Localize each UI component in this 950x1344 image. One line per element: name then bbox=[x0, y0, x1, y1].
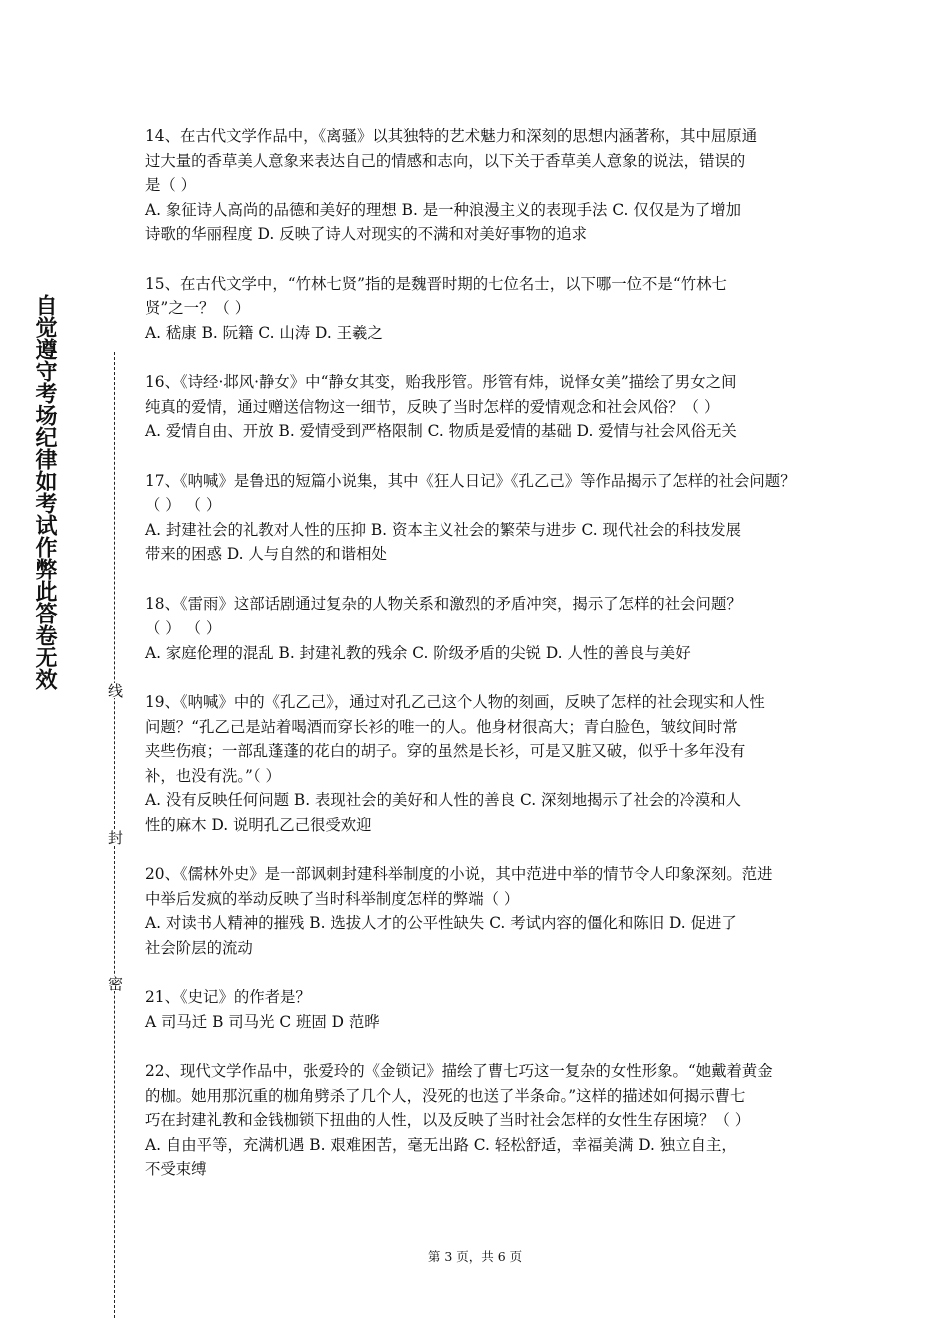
question-14-line: A. 象征诗人高尚的品德和美好的理想 B. 是一种浪漫主义的表现手法 C. 仅仅是为了增加 bbox=[145, 200, 742, 219]
question-18-line: 18、《雷雨》这部话剧通过复杂的人物关系和激烈的矛盾冲突，揭示了怎样的社会问题？ bbox=[145, 594, 742, 613]
question-17-line: 带来的困惑 D. 人与自然的和谐相处 bbox=[145, 545, 387, 563]
question-15-line: 贤”之一？（ ） bbox=[145, 299, 251, 317]
question-21-line: 21、《史记》的作者是？ bbox=[145, 988, 311, 1006]
cut-label-line: 线 bbox=[106, 683, 124, 698]
question-20-line: A. 对读书人精神的摧残 B. 选拔人才的公平性缺失 C. 考试内容的僵化和陈旧 D. 促进了 bbox=[145, 914, 737, 932]
question-15-line: A. 嵇康 B. 阮籍 C. 山涛 D. 王羲之 bbox=[145, 323, 383, 342]
cut-label-seal: 封 bbox=[106, 830, 124, 845]
question-22-line: 的枷。她用那沉重的枷角劈杀了几个人，没死的也送了半条命。”这样的描述如何揭示曹七 bbox=[145, 1086, 746, 1105]
question-17-line: （ ） （ ） bbox=[145, 496, 222, 514]
question-19-line: 19、《呐喊》中的《孔乙己》，通过对孔乙己这个人物的刻画，反映了怎样的社会现实和人性 bbox=[145, 693, 765, 711]
question-19-line: 补，也没有洗。”（ ） bbox=[145, 766, 281, 785]
question-16-line: 16、《诗经·邶风·静女》中“静女其变，贻我彤管。彤管有炜，说怿女美”描绘了男女之间 bbox=[145, 373, 737, 391]
question-14-line: 14、在古代文学作品中，《离骚》以其独特的艺术魅力和深刻的思想内涵著称，其中屈原通 bbox=[145, 127, 758, 145]
question-22-line: 巧在封建礼教和金钱枷锁下扭曲的人性，以及反映了当时社会怎样的女性生存困境？（ ） bbox=[145, 1111, 751, 1129]
question-18 bbox=[145, 592, 813, 666]
question-14 bbox=[145, 124, 813, 247]
question-22-line: 不受束缚 bbox=[145, 1160, 207, 1178]
question-16-line: A. 爱情自由、开放 B. 爱情受到严格限制 C. 物质是爱情的基础 D. 爱情与社会风俗无关 bbox=[145, 422, 737, 440]
question-14-line: 过大量的香草美人意象来表达自己的情感和志向，以下关于香草美人意象的说法，错误的 bbox=[145, 151, 746, 170]
question-22-line: 22、现代文学作品中，张爱玲的《金锁记》描绘了曹七巧这一复杂的女性形象。“她戴着黄金 bbox=[145, 1062, 773, 1080]
question-20-line: 中举后发疯的举动反映了当时科举制度怎样的弊端（ ） bbox=[145, 889, 520, 908]
question-21-line: A 司马迁 B 司马光 C 班固 D 范晔 bbox=[145, 1012, 380, 1031]
question-19 bbox=[145, 690, 813, 837]
question-19-line: 问题？“孔乙己是站着喝酒而穿长衫的唯一的人。他身材很高大；青白脸色，皱纹间时常 bbox=[145, 717, 738, 736]
question-15 bbox=[145, 272, 813, 346]
question-19-line: A. 没有反映任何问题 B. 表现社会的美好和人性的善良 C. 深刻地揭示了社会的冷漠和人 bbox=[145, 791, 742, 809]
question-21 bbox=[145, 985, 813, 1034]
question-17-line: A. 封建社会的礼教对人性的压抑 B. 资本主义社会的繁荣与进步 C. 现代社会的科技发展 bbox=[145, 520, 742, 539]
question-18-line: A. 家庭伦理的混乱 B. 封建礼教的残余 C. 阶级矛盾的尖锐 D. 人性的善良与美好 bbox=[145, 643, 691, 662]
question-17 bbox=[145, 469, 813, 567]
question-17-line: 17、《呐喊》是鲁迅的短篇小说集，其中《狂人日记》《孔乙己》等作品揭示了怎样的社会问题？ bbox=[145, 471, 796, 490]
question-20-line: 社会阶层的流动 bbox=[145, 938, 253, 957]
question-list bbox=[145, 124, 813, 1207]
question-20-line: 20、《儒林外史》是一部讽刺封建科举制度的小说，其中范进中举的情节令人印象深刻。范进 bbox=[145, 865, 773, 883]
question-14-line: 是（ ） bbox=[145, 176, 197, 194]
page-number: 第 3 页，共 6 页 bbox=[427, 1249, 523, 1264]
question-19-line: 夹些伤痕；一部乱蓬蓬的花白的胡子。穿的虽然是长衫，可是又脏又破，似乎十多年没有 bbox=[145, 742, 746, 760]
question-15-line: 15、在古代文学中，“竹林七贤”指的是魏晋时期的七位名士，以下哪一位不是“竹林七 bbox=[145, 274, 727, 293]
exam-discipline-notice: 自觉遵守考场纪律如考试作弊此答卷无效 bbox=[32, 294, 57, 690]
question-16 bbox=[145, 370, 813, 444]
question-18-line: （ ） （ ） bbox=[145, 619, 222, 637]
question-22-line: A. 自由平等，充满机遇 B. 艰难困苦，毫无出路 C. 轻松舒适，幸福美满 D. 独立自主， bbox=[145, 1135, 737, 1154]
cut-label-secret: 密 bbox=[106, 976, 124, 991]
question-22 bbox=[145, 1059, 813, 1182]
question-14-line: 诗歌的华丽程度 D. 反映了诗人对现实的不满和对美好事物的追求 bbox=[145, 225, 588, 243]
question-16-line: 纯真的爱情，通过赠送信物这一细节，反映了当时怎样的爱情观念和社会风俗？（ ） bbox=[145, 397, 720, 416]
question-20 bbox=[145, 862, 813, 960]
question-19-line: 性的麻木 D. 说明孔乙己很受欢迎 bbox=[145, 815, 372, 834]
